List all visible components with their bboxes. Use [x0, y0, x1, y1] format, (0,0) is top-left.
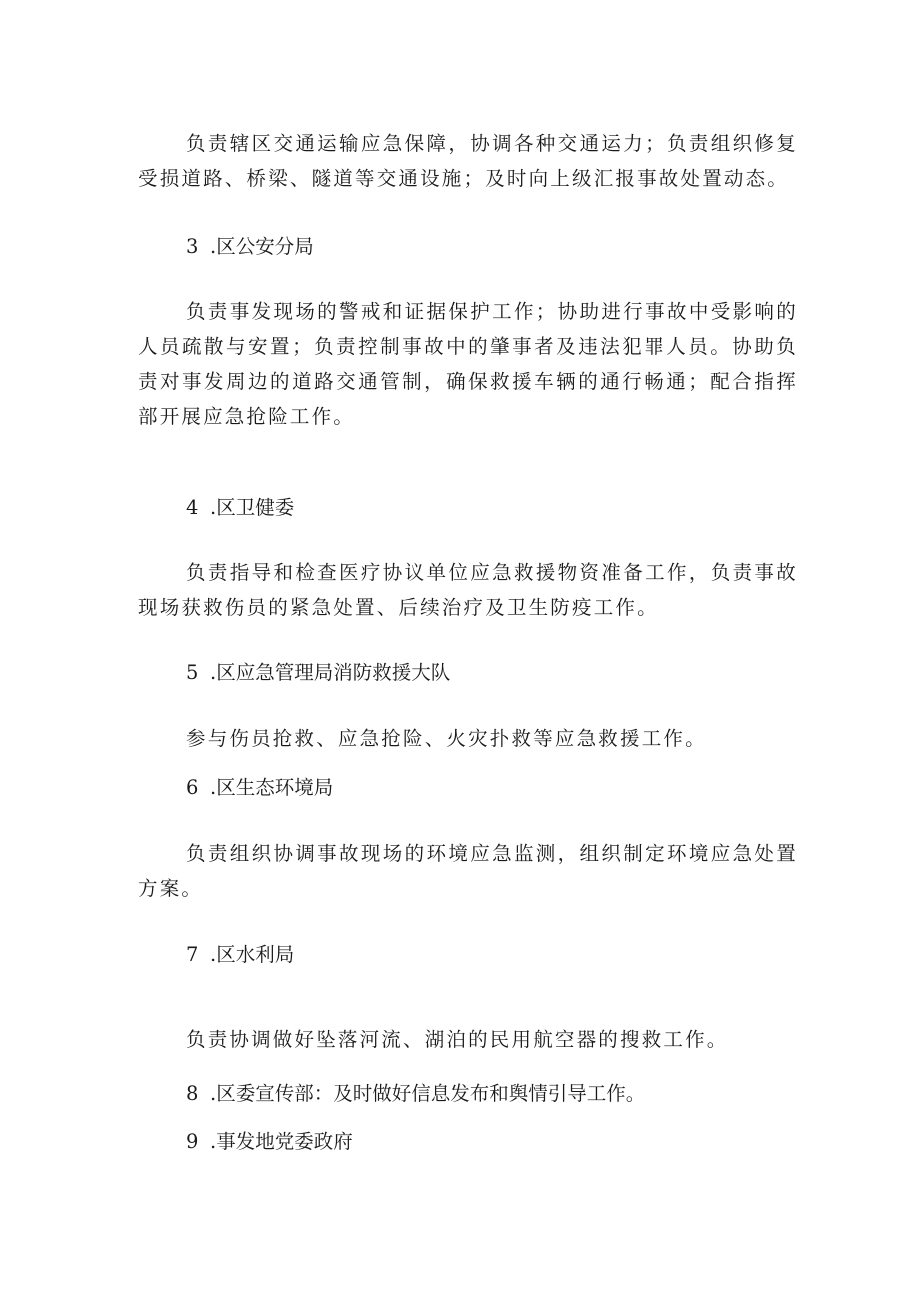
- section-title: .区应急管理局消防救援大队: [210, 661, 451, 684]
- paragraph-public-security-duties: 负责事发现场的警戒和证据保护工作；协助进行事故中受影响的人员疏散与安置；负责控制事故中的肇事者及违法犯罪人员。协助负责对事发周边的道路交通管制，确保救援车辆的通行畅通；配合指挥部开展应急抢险工作。: [138, 300, 798, 428]
- paragraph-environment-duties: 负责组织协调事故现场的环境应急监测，组织制定环境应急处置方案。: [138, 842, 798, 900]
- section-heading-publicity-department: [138, 1076, 846, 1111]
- section-number: 4: [186, 496, 201, 519]
- section-number: 6: [186, 776, 201, 799]
- section-heading-water-resources: [138, 937, 846, 972]
- section-number: 7: [186, 943, 201, 966]
- section-number: 3: [186, 235, 201, 258]
- section-number: 5: [186, 661, 201, 684]
- section-heading-public-security: [138, 229, 846, 264]
- section-number: 9: [186, 1130, 201, 1153]
- section-heading-fire-rescue: [138, 655, 846, 690]
- paragraph-water-resources-duties: 负责协调做好坠落河流、湖泊的民用航空器的搜救工作。: [186, 1028, 729, 1051]
- section-title: .区公安分局: [210, 235, 314, 258]
- section-title: .区水利局: [210, 943, 295, 966]
- paragraph-transport-duties: 负责辖区交通运输应急保障，协调各种交通运力；负责组织修复受损道路、桥梁、隧道等交通设施；及时向上级汇报事故处置动态。: [138, 132, 798, 190]
- section-heading-health-commission: [138, 490, 846, 525]
- section-heading-local-government: [138, 1124, 846, 1159]
- paragraph-fire-rescue-duties: 参与伤员抢救、应急抢险、火灾扑救等应急救援工作。: [186, 727, 707, 750]
- section-title: .区委宣传部：及时做好信息发布和舆情引导工作。: [210, 1082, 646, 1105]
- section-title: .区卫健委: [210, 496, 295, 519]
- section-title: .事发地党委政府: [210, 1130, 353, 1153]
- section-heading-ecology-environment: [138, 770, 846, 805]
- section-number: 8: [186, 1082, 201, 1105]
- section-title: .区生态环境局: [210, 776, 334, 799]
- paragraph-health-duties: 负责指导和检查医疗协议单位应急救援物资准备工作，负责事故现场获救伤员的紧急处置、后续治疗及卫生防疫工作。: [138, 561, 798, 619]
